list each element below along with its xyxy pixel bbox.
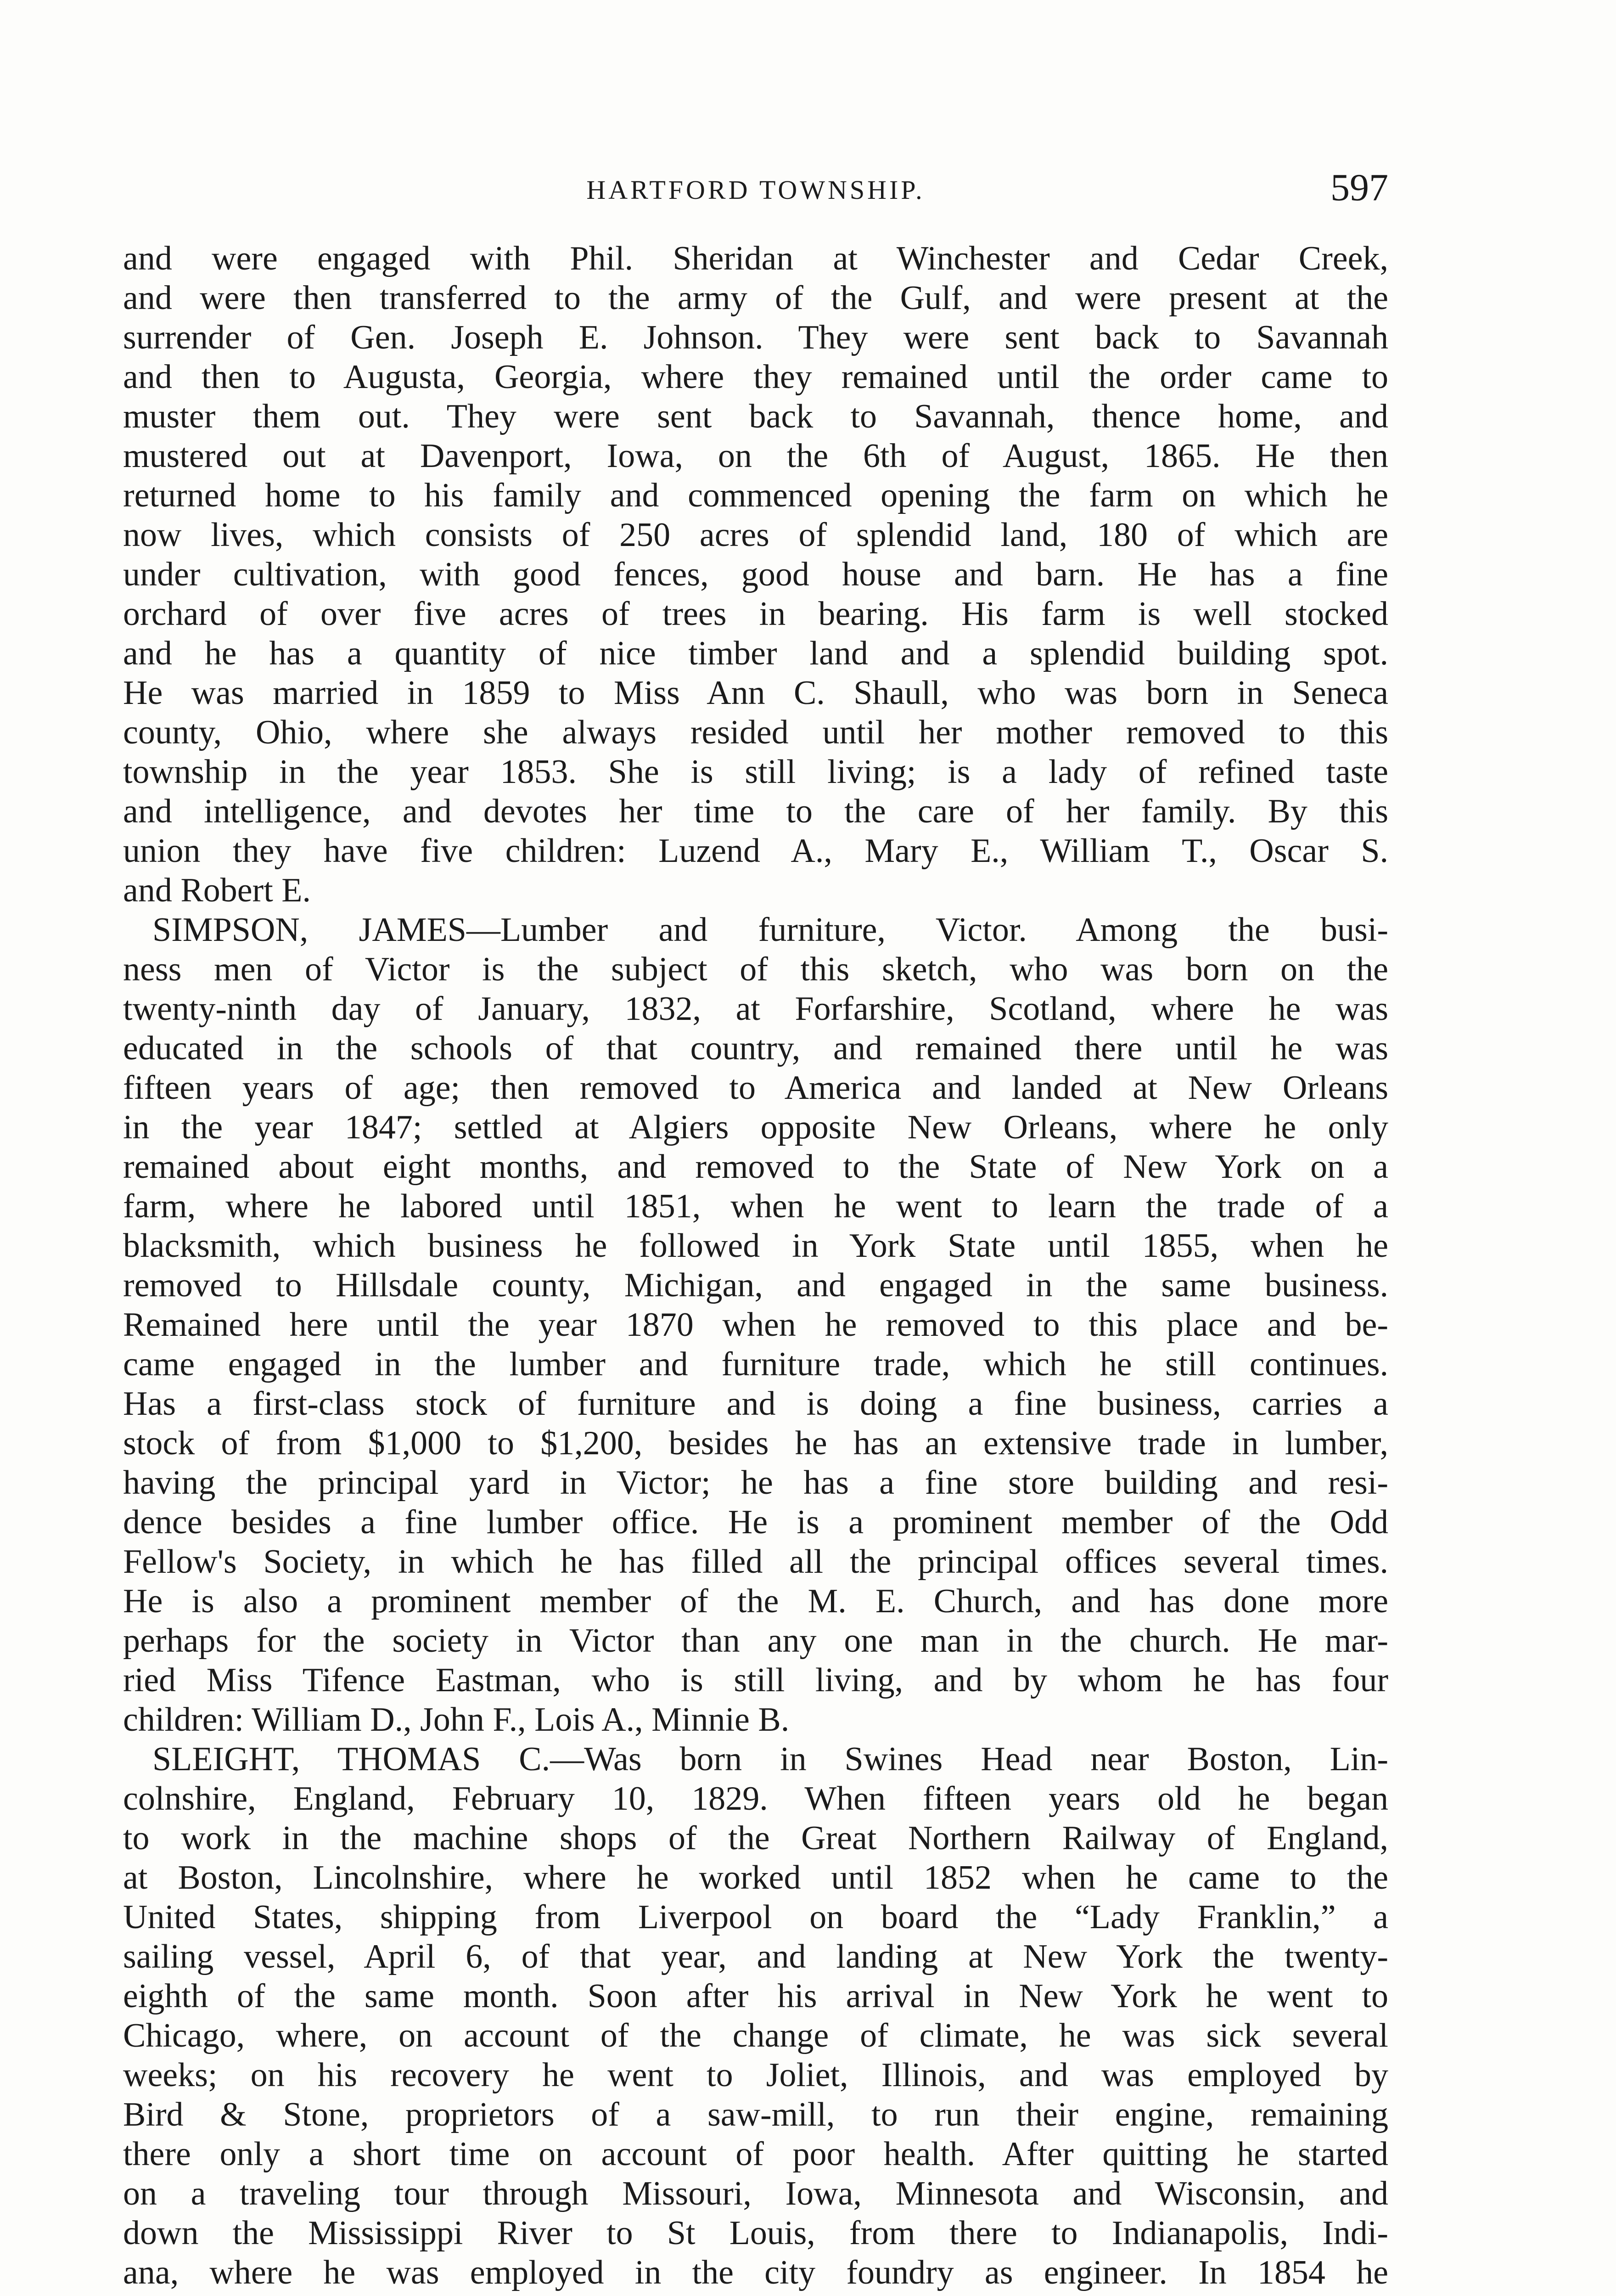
running-head <box>123 165 1388 216</box>
text-line: Has a first-class stock of furniture and is doing a fine business, carries a <box>123 1385 1388 1423</box>
entry-heading-line: SIMPSON, JAMES—Lumber and furniture, Victor. Among the busi- <box>152 911 1388 949</box>
text-line: and then to Augusta, Georgia, where they remained until the order came to <box>123 358 1388 396</box>
text-line: eighth of the same month. Soon after his arrival in New York he went to <box>123 1977 1388 2015</box>
text-line: ana, where he was employed in the city foundry as engineer. In 1854 he <box>123 2254 1388 2291</box>
text-line: Remained here until the year 1870 when he removed to this place and be- <box>123 1306 1388 1344</box>
text-line: sailing vessel, April 6, of that year, and landing at New York the twenty- <box>123 1938 1388 1975</box>
text-line: under cultivation, with good fences, good house and barn. He has a fine <box>123 556 1388 593</box>
text-line: United States, shipping from Liverpool on board the “Lady Franklin,” a <box>123 1898 1388 1936</box>
text-line: now lives, which consists of 250 acres of splendid land, 180 of which are <box>123 516 1388 554</box>
entry-heading-line: SLEIGHT, THOMAS C.—Was born in Swines Head near Boston, Lin- <box>152 1740 1388 1778</box>
text-line: Fellow's Society, in which he has filled all the principal offices several times. <box>123 1543 1388 1581</box>
text-line: remained about eight months, and removed to the State of New York on a <box>123 1148 1388 1186</box>
text-line: farm, where he labored until 1851, when he went to learn the trade of a <box>123 1187 1388 1225</box>
text-line: He was married in 1859 to Miss Ann C. Shaull, who was born in Seneca <box>123 674 1388 712</box>
text-line: educated in the schools of that country, and remained there until he was <box>123 1030 1388 1067</box>
text-line: Bird & Stone, proprietors of a saw-mill, to run their engine, remaining <box>123 2096 1388 2133</box>
text-line: and were engaged with Phil. Sheridan at Winchester and Cedar Creek, <box>123 240 1388 277</box>
text-line: to work in the machine shops of the Great Northern Railway of England, <box>123 1819 1388 1857</box>
text-line: removed to Hillsdale county, Michigan, and engaged in the same business. <box>123 1266 1388 1304</box>
text-line: and were then transferred to the army of the Gulf, and were present at the <box>123 279 1388 317</box>
text-line: surrender of Gen. Joseph E. Johnson. They were sent back to Savannah <box>123 319 1388 356</box>
text-line: colnshire, England, February 10, 1829. When fifteen years old he began <box>123 1780 1388 1818</box>
page-header-title: HARTFORD TOWNSHIP. <box>586 175 925 205</box>
body-text <box>123 239 1388 2292</box>
text-line: perhaps for the society in Victor than any one man in the church. He mar- <box>123 1622 1388 1660</box>
text-line: stock of from $1,000 to $1,200, besides he has an extensive trade in lumber, <box>123 1424 1388 1462</box>
text-line: and intelligence, and devotes her time to the care of her family. By this <box>123 793 1388 830</box>
text-line: came engaged in the lumber and furniture trade, which he still continues. <box>123 1345 1388 1383</box>
text-line: muster them out. They were sent back to Savannah, thence home, and <box>123 398 1388 435</box>
text-line: in the year 1847; settled at Algiers opposite New Orleans, where he only <box>123 1109 1388 1146</box>
text-line: fifteen years of age; then removed to America and landed at New Orleans <box>123 1069 1388 1107</box>
text-line: ness men of Victor is the subject of this sketch, who was born on the <box>123 951 1388 988</box>
text-line: union they have five children: Luzend A., Mary E., William T., Oscar S. <box>123 832 1388 870</box>
text-line: and he has a quantity of nice timber land and a splendid building spot. <box>123 635 1388 672</box>
text-line: He is also a prominent member of the M. E. Church, and has done more <box>123 1582 1388 1620</box>
text-line: at Boston, Lincolnshire, where he worked until 1852 when he came to the <box>123 1859 1388 1896</box>
text-line: blacksmith, which business he followed in York State until 1855, when he <box>123 1227 1388 1265</box>
text-line: mustered out at Davenport, Iowa, on the 6th of August, 1865. He then <box>123 437 1388 475</box>
text-line: ried Miss Tifence Eastman, who is still living, and by whom he has four <box>123 1661 1388 1699</box>
text-line: having the principal yard in Victor; he has a fine store building and resi- <box>123 1464 1388 1502</box>
text-line: returned home to his family and commenced opening the farm on which he <box>123 477 1388 514</box>
text-line: there only a short time on account of poor health. After quitting he started <box>123 2135 1388 2173</box>
text-line: weeks; on his recovery he went to Joliet, Illinois, and was employed by <box>123 2056 1388 2094</box>
text-line: down the Mississippi River to St Louis, from there to Indianapolis, Indi- <box>123 2214 1388 2252</box>
text-line: county, Ohio, where she always resided until her mother removed to this <box>123 714 1388 751</box>
text-line: children: William D., John F., Lois A., Minnie B. <box>123 1701 790 1739</box>
page-number: 597 <box>1330 166 1388 209</box>
text-line: and Robert E. <box>123 872 311 909</box>
text-line: dence besides a fine lumber office. He is a prominent member of the Odd <box>123 1503 1388 1541</box>
text-line: township in the year 1853. She is still living; is a lady of refined taste <box>123 753 1388 791</box>
text-line: twenty-ninth day of January, 1832, at Forfarshire, Scotland, where he was <box>123 990 1388 1028</box>
text-line: orchard of over five acres of trees in bearing. His farm is well stocked <box>123 595 1388 633</box>
text-line: on a traveling tour through Missouri, Iowa, Minnesota and Wisconsin, and <box>123 2175 1388 2212</box>
text-line: Chicago, where, on account of the change of climate, he was sick several <box>123 2017 1388 2054</box>
